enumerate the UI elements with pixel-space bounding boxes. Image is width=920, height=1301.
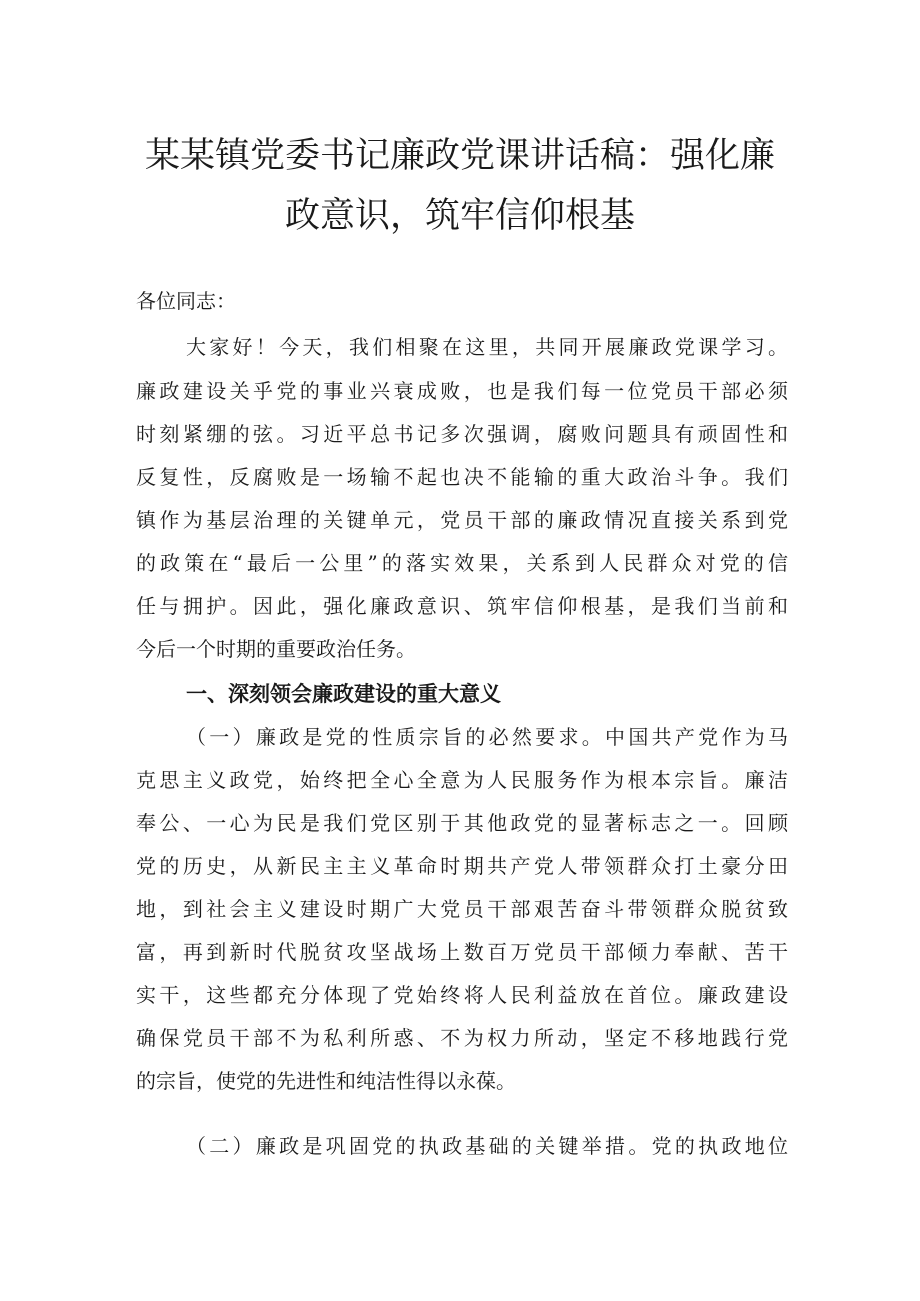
paragraph-2-line-2: 克思主义政党，始终把全心全意为人民服务作为根本宗旨。廉洁 — [136, 768, 788, 792]
paragraph-1-line-6: 的政策在“最后一公里”的落实效果，关系到人民群众对党的信 — [136, 551, 788, 575]
paragraph-1-line-7: 任与拥护。因此，强化廉政意识、筑牢信仰根基，是我们当前和 — [136, 594, 788, 618]
document-title-line-1: 某某镇党委书记廉政党课讲话稿：强化廉 — [144, 136, 775, 176]
section-1-heading: 一、深刻领会廉政建设的重大意义 — [186, 682, 501, 706]
paragraph-2-line-8: 确保党员干部不为私利所惑、不为权力所动，坚定不移地践行党 — [136, 1026, 788, 1050]
paragraph-1-line-1: 大家好！今天，我们相聚在这里，共同开展廉政党课学习。 — [186, 335, 788, 359]
paragraph-2-line-9: 的宗旨，使党的先进性和纯洁性得以永葆。 — [136, 1069, 516, 1093]
paragraph-1-line-2: 廉政建设关乎党的事业兴衰成败，也是我们每一位党员干部必须 — [136, 379, 788, 403]
paragraph-2-line-5: 地，到社会主义建设时期广大党员干部艰苦奋斗带领群众脱贫致 — [136, 897, 788, 921]
paragraph-2-line-1: （一）廉政是党的性质宗旨的必然要求。中国共产党作为马 — [186, 725, 788, 749]
paragraph-1-line-5: 镇作为基层治理的关键单元，党员干部的廉政情况直接关系到党 — [136, 508, 788, 532]
paragraph-3-line-1: （二）廉政是巩固党的执政基础的关键举措。党的执政地位 — [186, 1134, 788, 1158]
paragraph-1-line-4: 反复性，反腐败是一场输不起也决不能输的重大政治斗争。我们 — [136, 465, 788, 489]
paragraph-2-line-4: 党的历史，从新民主主义革命时期共产党人带领群众打土豪分田 — [136, 854, 788, 878]
salutation: 各位同志： — [136, 289, 236, 313]
paragraph-1-line-3: 时刻紧绷的弦。习近平总书记多次强调，腐败问题具有顽固性和 — [136, 422, 788, 446]
paragraph-2-line-3: 奉公、一心为民是我们党区别于其他政党的显著标志之一。回顾 — [136, 811, 788, 835]
paragraph-1-line-8: 今后一个时期的重要政治任务。 — [136, 637, 416, 661]
paragraph-2-line-6: 富，再到新时代脱贫攻坚战场上数百万党员干部倾力奉献、苦干 — [136, 940, 788, 964]
paragraph-2-line-7: 实干，这些都充分体现了党始终将人民利益放在首位。廉政建设 — [136, 983, 788, 1007]
document-title-line-2: 政意识，筑牢信仰根基 — [284, 196, 635, 236]
